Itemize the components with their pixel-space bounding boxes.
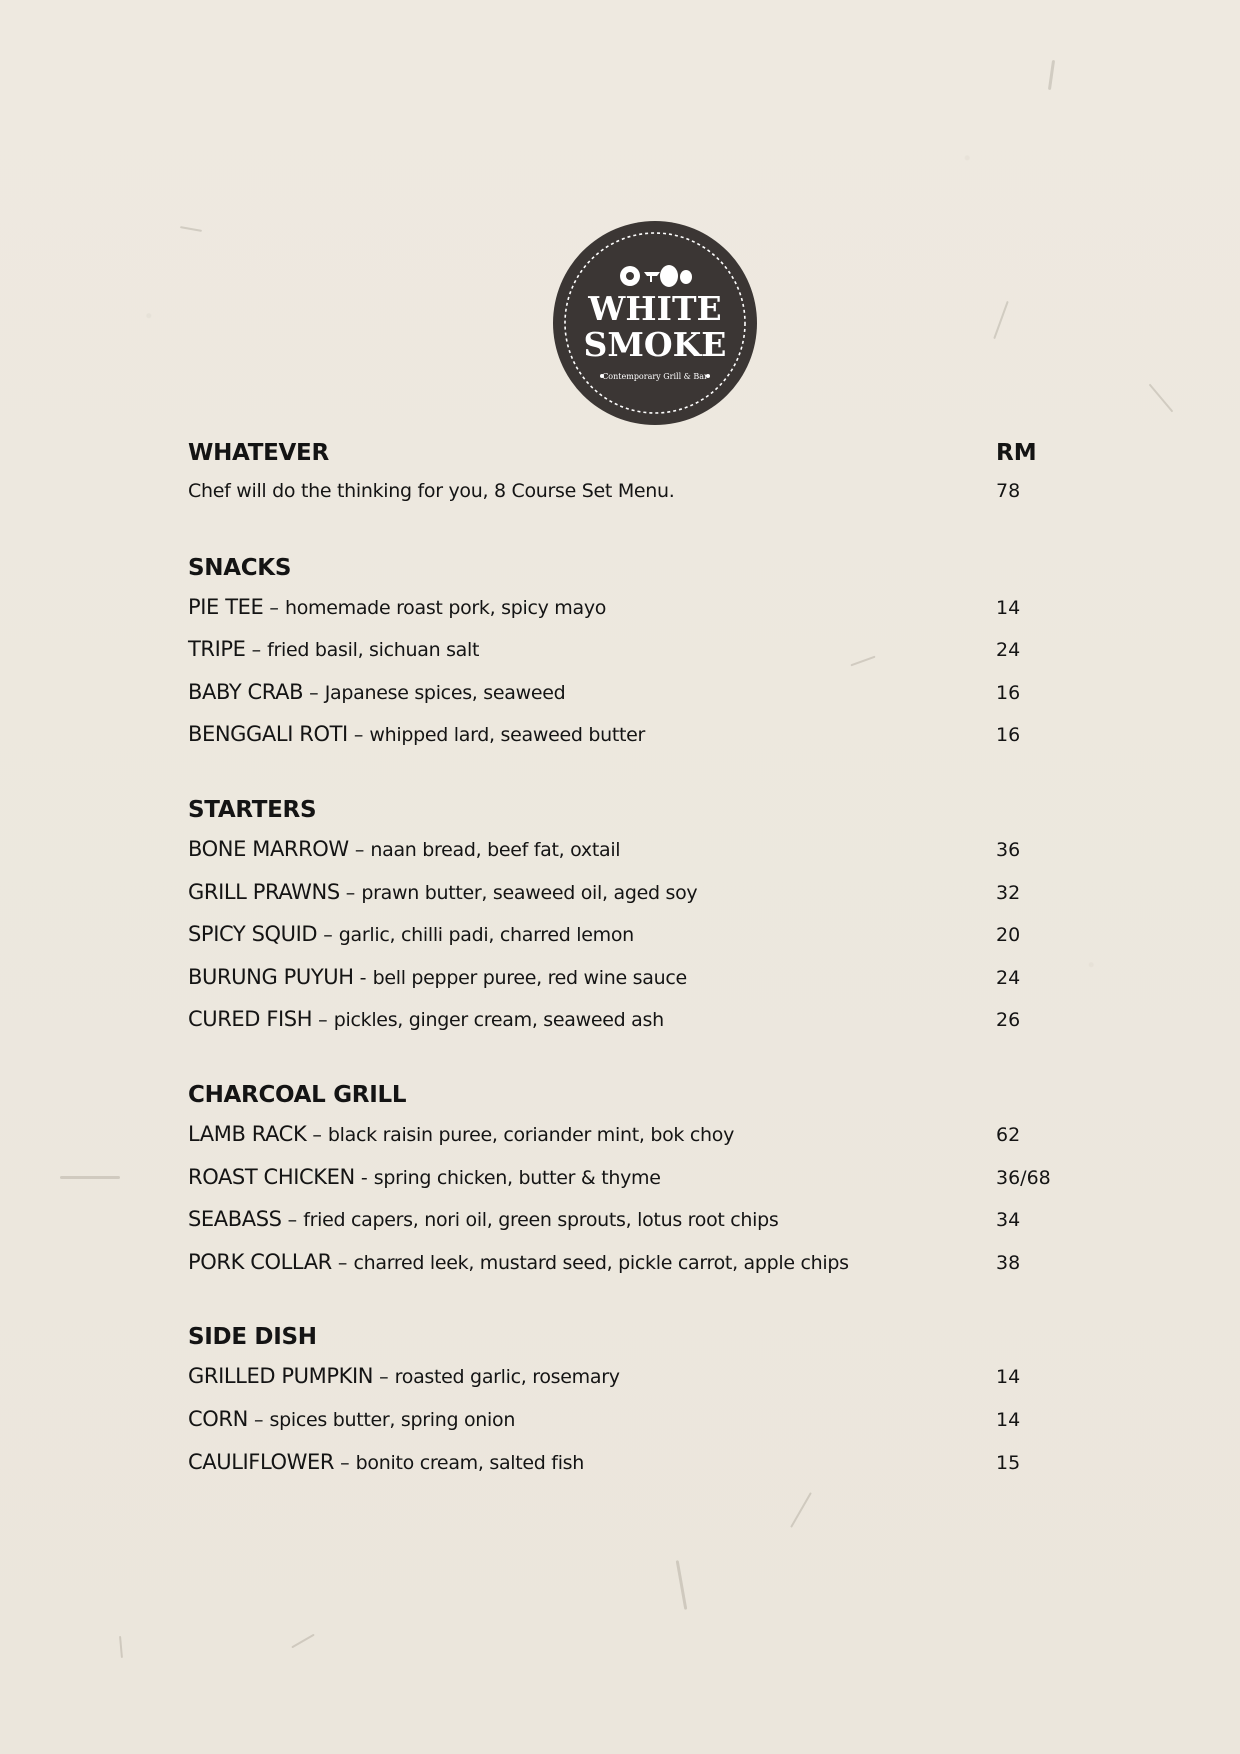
menu-item-name: CORN [188, 1406, 248, 1431]
menu-item-description: spices butter, spring onion [269, 1408, 516, 1431]
menu-item-text [188, 1122, 734, 1146]
menu-body [188, 440, 1068, 1524]
menu-item-name: BONE MARROW [188, 836, 349, 861]
menu-item-text [188, 1407, 515, 1431]
paper-fiber [291, 1634, 315, 1649]
section-header [188, 1082, 1068, 1122]
menu-item [188, 1165, 1068, 1208]
menu-item-price: 24 [996, 966, 1021, 989]
menu-item-separator: – [373, 1366, 395, 1389]
paper-fiber [180, 226, 202, 232]
menu-item-separator: – [281, 1209, 304, 1232]
menu-item-price: 16 [996, 724, 1021, 747]
menu-item-description: pickles, ginger cream, seaweed ash [333, 1009, 664, 1032]
menu-item-description: fried basil, sichuan salt [267, 639, 480, 662]
menu-item-separator: – [348, 838, 371, 861]
restaurant-logo [552, 220, 758, 426]
menu-item-price: 14 [996, 1408, 1021, 1431]
menu-item [188, 880, 1068, 923]
menu-item-text [188, 1165, 661, 1189]
menu-item-name: GRILL PRAWNS [188, 879, 340, 904]
menu-item-separator: – [303, 681, 325, 704]
menu-item-price: 62 [996, 1123, 1021, 1146]
menu-item [188, 595, 1068, 638]
menu-item-description: naan bread, beef fat, oxtail [370, 838, 621, 861]
paper-fiber [1149, 384, 1174, 413]
paper-fiber [119, 1636, 123, 1658]
paper-fiber [676, 1560, 688, 1610]
menu-item-separator: – [306, 1123, 328, 1146]
menu-item-description: black raisin puree, coriander mint, bok choy [327, 1123, 735, 1146]
logo-line2: SMOKE [583, 325, 727, 364]
menu-item [188, 680, 1068, 723]
menu-item-name: PIE TEE [188, 594, 264, 619]
logo-tagline: Contemporary Grill & Bar [602, 372, 708, 381]
menu-item-separator: – [263, 596, 285, 619]
paper-fiber [1048, 60, 1055, 90]
menu-item-text [188, 680, 565, 704]
menu-item [188, 1122, 1068, 1165]
menu-item-name: BENGGALI ROTI [188, 722, 348, 747]
menu-item-text [188, 965, 687, 989]
section-title: CHARCOAL GRILL [188, 1081, 407, 1108]
menu-section [188, 1324, 1068, 1492]
menu-item-separator: – [334, 1451, 356, 1474]
menu-item-name: BURUNG PUYUH [188, 964, 354, 989]
menu-item-description: prawn butter, seaweed oil, aged soy [361, 881, 698, 904]
menu-item-price: 38 [996, 1251, 1021, 1274]
menu-item [188, 637, 1068, 680]
section-header [188, 797, 1068, 837]
menu-item-name: TRIPE [188, 637, 246, 662]
menu-item-text [188, 595, 606, 619]
menu-item-description: charred leek, mustard seed, pickle carrot, apple chips [353, 1251, 849, 1274]
menu-section [188, 440, 1068, 523]
menu-item [188, 837, 1068, 880]
menu-item-separator: – [331, 1251, 354, 1274]
menu-section [188, 1082, 1068, 1292]
menu-item [188, 1207, 1068, 1250]
menu-item-price: 14 [996, 1366, 1021, 1389]
menu-item [188, 1364, 1068, 1407]
logo-line1: WHITE [588, 289, 722, 328]
menu-item-description: roasted garlic, rosemary [394, 1366, 620, 1389]
menu-item-price: 36/68 [996, 1166, 1051, 1189]
menu-item-price: 36 [996, 838, 1021, 861]
menu-item-separator: – [347, 724, 370, 747]
menu-item-name: CURED FISH [188, 1007, 313, 1032]
menu-item-text [188, 1007, 664, 1031]
menu-item-name: PORK COLLAR [188, 1249, 332, 1274]
menu-item-text [188, 922, 634, 946]
menu-item-description: Chef will do the thinking for you, 8 Course Set Menu. [188, 480, 675, 502]
section-header [188, 440, 1068, 480]
menu-item-name: SPICY SQUID [188, 922, 318, 947]
menu-item-separator: – [317, 924, 339, 947]
menu-item-separator: - [353, 966, 373, 989]
menu-item-name: GRILLED PUMPKIN [188, 1364, 374, 1389]
menu-item [188, 1407, 1068, 1450]
menu-item-description: bell pepper puree, red wine sauce [372, 966, 687, 989]
menu-item-price: 15 [996, 1451, 1021, 1474]
menu-item-description: fried capers, nori oil, green sprouts, lotus root chips [303, 1209, 779, 1232]
menu-item-description: whipped lard, seaweed butter [369, 724, 646, 747]
menu-item-price: 32 [996, 881, 1021, 904]
menu-item-description: Japanese spices, seaweed [324, 681, 566, 704]
menu-item-name: BABY CRAB [188, 679, 304, 704]
menu-item-text [188, 1250, 849, 1274]
section-title: WHATEVER [188, 440, 329, 466]
menu-item-price: 16 [996, 681, 1021, 704]
menu-item-description: garlic, chilli padi, charred lemon [338, 924, 634, 947]
menu-item-separator: – [312, 1009, 334, 1032]
menu-section [188, 797, 1068, 1050]
menu-item-price: 14 [996, 596, 1021, 619]
menu-item [188, 922, 1068, 965]
menu-item-price: 20 [996, 924, 1021, 947]
menu-item-text [188, 1364, 620, 1388]
menu-item [188, 722, 1068, 765]
menu-item-description: bonito cream, salted fish [355, 1451, 585, 1474]
section-title: STARTERS [188, 796, 317, 823]
menu-item-text [188, 722, 645, 746]
menu-item-description: homemade roast pork, spicy mayo [284, 596, 607, 619]
menu-item-price: 26 [996, 1009, 1021, 1032]
menu-item-name: SEABASS [188, 1207, 282, 1232]
menu-item-price: 34 [996, 1209, 1021, 1232]
logo-badge [552, 220, 758, 426]
section-title: SNACKS [188, 554, 292, 581]
menu-item [188, 1450, 1068, 1493]
menu-item-name: CAULIFLOWER [188, 1449, 335, 1474]
menu-item [188, 965, 1068, 1008]
menu-item-text [188, 880, 697, 904]
menu-item-description: spring chicken, butter & thyme [373, 1166, 661, 1189]
menu-item-separator: - [354, 1166, 374, 1189]
menu-item-separator: – [245, 639, 268, 662]
menu-item [188, 1007, 1068, 1050]
section-title: SIDE DISH [188, 1324, 317, 1351]
menu-item-name: ROAST CHICKEN [188, 1164, 355, 1189]
menu-item-price: 78 [996, 480, 1021, 502]
menu-item-text [188, 1207, 779, 1231]
menu-item [188, 480, 1068, 523]
section-header [188, 555, 1068, 595]
menu-item-separator: – [339, 881, 362, 904]
menu-item-text [188, 480, 675, 502]
menu-item-name: LAMB RACK [188, 1121, 307, 1146]
menu-item-text [188, 637, 479, 661]
menu-item-text [188, 1450, 584, 1474]
menu-item [188, 1250, 1068, 1293]
menu-item-separator: – [247, 1408, 270, 1431]
paper-fiber [993, 301, 1009, 339]
menu-section [188, 555, 1068, 765]
paper-fiber [60, 1176, 120, 1179]
section-header [188, 1324, 1068, 1364]
menu-item-text [188, 837, 620, 861]
price-column-header: RM [996, 440, 1037, 466]
menu-item-price: 24 [996, 639, 1021, 662]
